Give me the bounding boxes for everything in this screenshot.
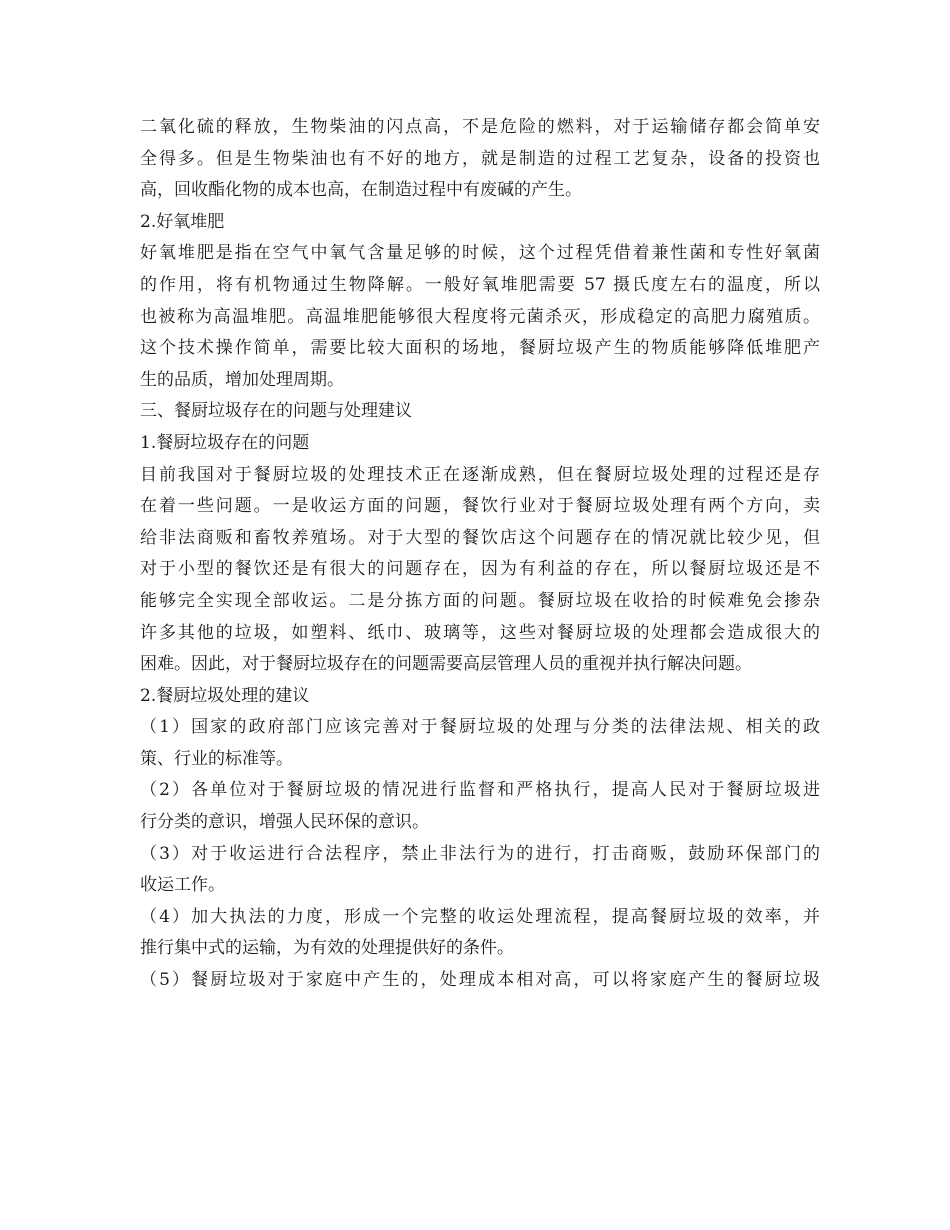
text-line: 全得多。但是生物柴油也有不好的地方，就是制造的过程工艺复杂，设备的投资也 [140, 148, 820, 169]
list-item-text: （2）各单位对于餐厨垃圾的情况进行监督和严格执行，提高人民对于餐厨垃圾进 [140, 780, 820, 801]
text-line: 好氧堆肥是指在空气中氧气含量足够的时候，这个过程凭借着兼性菌和专性好氧菌 [140, 243, 820, 264]
document-body [140, 112, 820, 997]
text-line: 二氧化硫的释放，生物柴油的闪点高，不是危险的燃料，对于运输储存都会简单安 [140, 117, 820, 137]
text-line: 给非法商贩和畜牧养殖场。对于大型的餐饮店这个问题存在的情况就比较少见，但 [140, 527, 820, 548]
list-item-text: （1）国家的政府部门应该完善对于餐厨垃圾的处理与分类的法律法规、相关的政 [140, 717, 820, 738]
text-line: 许多其他的垃圾，如塑料、纸巾、玻璃等，这些对餐厨垃圾的处理都会造成很大的 [140, 622, 820, 643]
text-line: 生的品质，增加处理周期。 [140, 369, 344, 390]
list-item-text: （3）对于收运进行合法程序，禁止非法行为的进行，打击商贩，鼓励环保部门的 [140, 843, 820, 864]
subsection-heading: 1.餐厨垃圾存在的问题 [140, 432, 310, 453]
section-heading: 2.好氧堆肥 [140, 211, 225, 232]
text-line: 困难。因此，对于餐厨垃圾存在的问题需要高层管理人员的重视并执行解决问题。 [140, 654, 752, 675]
list-item-text: 策、行业的标准等。 [140, 748, 293, 769]
list-item-text: 收运工作。 [140, 875, 225, 896]
text-line: 高，回收酯化物的成本也高，在制造过程中有废碱的产生。 [140, 180, 582, 201]
text-line: 也被称为高温堆肥。高温堆肥能够很大程度将元菌杀灭，形成稳定的高肥力腐殖质。 [140, 306, 820, 327]
text-line: 这个技术操作简单，需要比较大面积的场地，餐厨垃圾产生的物质能够降低堆肥产 [140, 338, 820, 359]
subsection-heading: 2.餐厨垃圾处理的建议 [140, 685, 310, 706]
text-line: 对于小型的餐饮还是有很大的问题存在，因为有利益的存在，所以餐厨垃圾还是不 [140, 559, 820, 580]
text-line: 能够完全实现全部收运。二是分拣方面的问题。餐厨垃圾在收拾的时候难免会掺杂 [140, 590, 820, 611]
list-item-text: 行分类的意识，增强人民环保的意识。 [140, 812, 429, 833]
text-line: 目前我国对于餐厨垃圾的处理技术正在逐渐成熟，但在餐厨垃圾处理的过程还是存 [140, 464, 820, 485]
list-item-text: （5）餐厨垃圾对于家庭中产生的，处理成本相对高，可以将家庭产生的餐厨垃圾 [140, 970, 820, 991]
text-line: 的作用，将有机物通过生物降解。一般好氧堆肥需要 57 摄氏度左右的温度，所以 [140, 274, 820, 295]
text-line: 在着一些问题。一是收运方面的问题，餐饮行业对于餐厨垃圾处理有两个方向，卖 [140, 496, 820, 517]
list-item-text: 推行集中式的运输，为有效的处理提供好的条件。 [140, 938, 514, 959]
section-heading: 三、餐厨垃圾存在的问题与处理建议 [140, 401, 412, 422]
list-item-text: （4）加大执法的力度，形成一个完整的收运处理流程，提高餐厨垃圾的效率，并 [140, 906, 820, 927]
